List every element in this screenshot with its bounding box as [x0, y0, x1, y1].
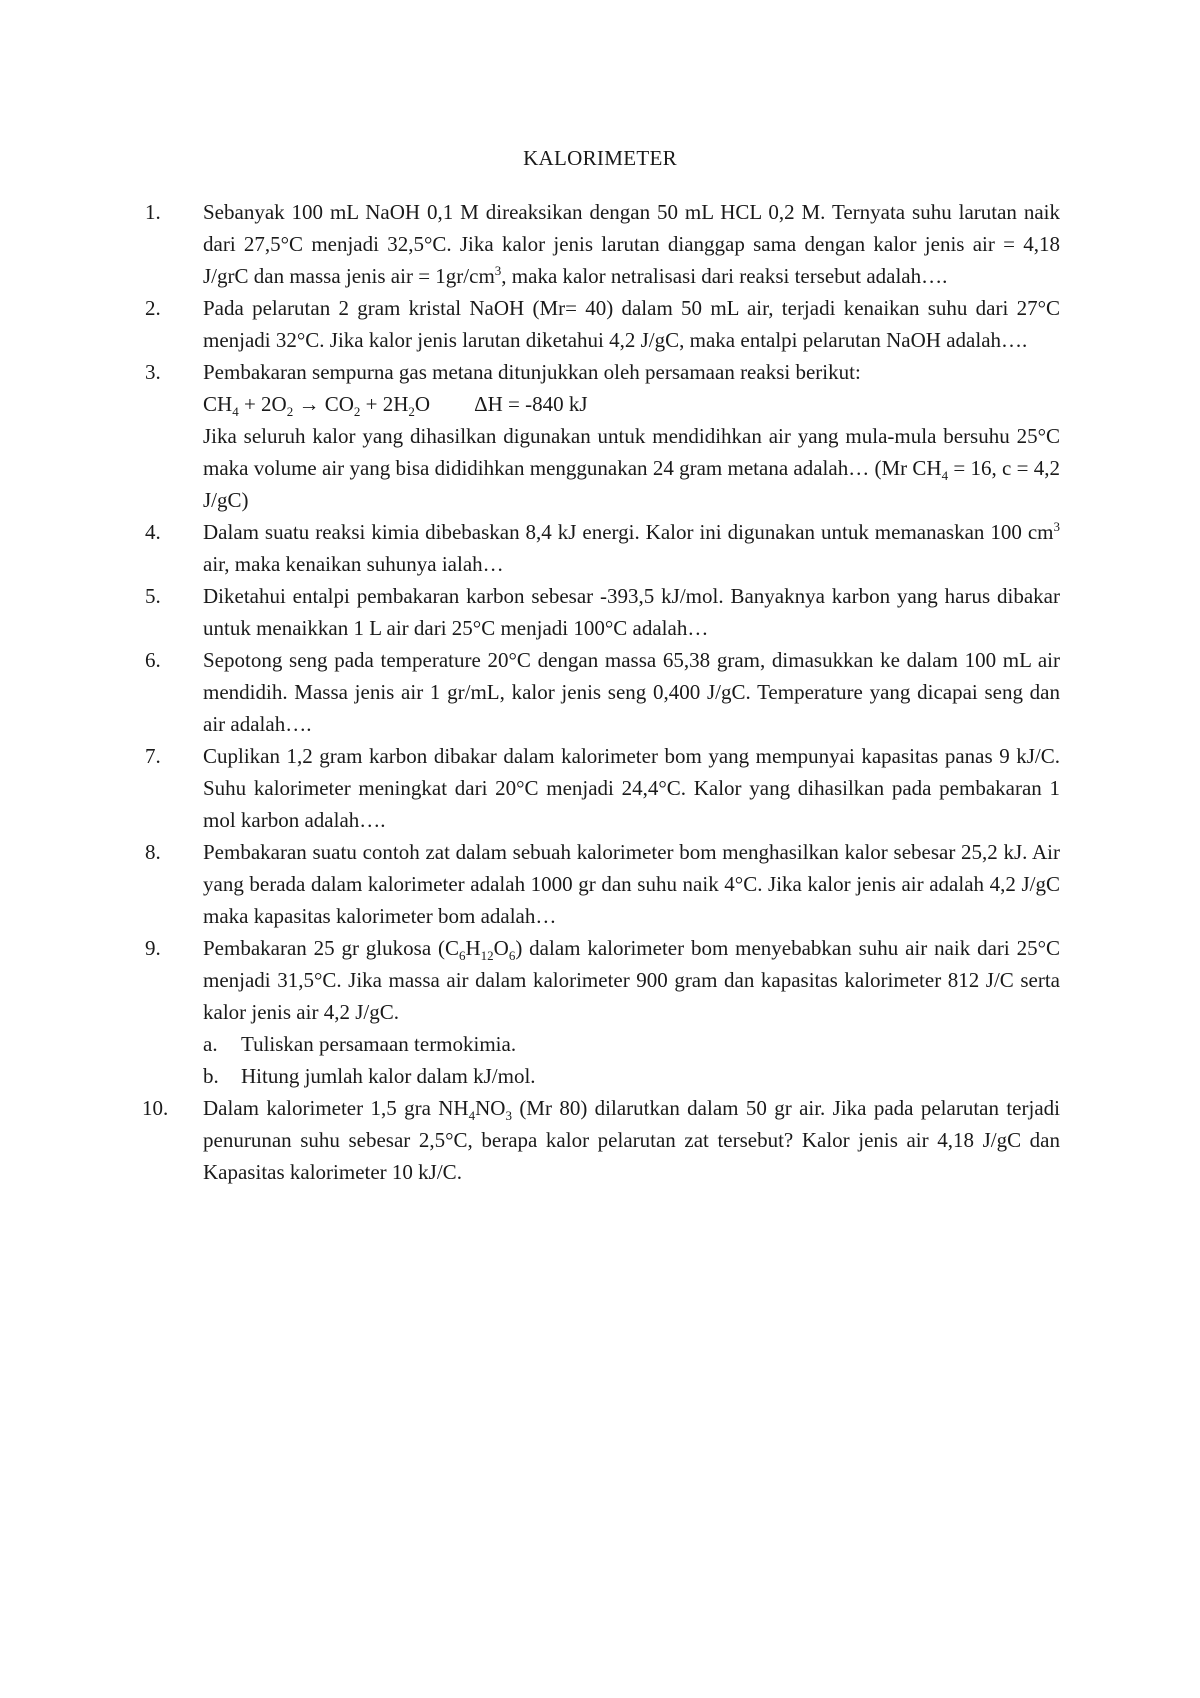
question-list: [142, 196, 1060, 1188]
question-number: 5.: [145, 584, 161, 608]
question-text-tail: , maka kalor netralisasi dari reaksi tersebut adalah….: [501, 264, 948, 288]
question-number: 3.: [145, 360, 161, 384]
reaction-equation: $CH_4 + 2O_2 \to CO_2 + 2H_2O$ ΔH = -840 kJ: [203, 392, 588, 420]
question-3: [145, 356, 1060, 516]
question-number: 6.: [145, 648, 161, 672]
question-number: 1.: [145, 200, 161, 224]
question-1: [145, 196, 1060, 292]
question-text: Pada pelarutan 2 gram kristal NaOH (Mr= 40) dalam 50 mL air, terjadi kenaikan suhu dari 27°C menjadi 32°C. Jika kalor jenis larutan diketahui 4,2 J/gC, maka entalpi pelarutan NaOH adalah….: [203, 296, 1060, 352]
subscript: 4: [941, 468, 949, 484]
question-text: Sebanyak 100 mL NaOH 0,1 M direaksikan dengan 50 mL HCL 0,2 M. Ternyata suhu larutan naik dari 27,5°C menjadi 32,5°C. Jika kalor jenis larutan dianggap sama dengan kalor jenis air = 4,18 J/grC dan massa jenis air = 1gr/cm: [203, 200, 1060, 288]
question-4: [145, 516, 1060, 580]
question-9: 9. Pembakaran 25 gr glukosa $(C_6H_{12}O_6)$ dalam kalorimeter bom menyebabkan suhu air naik dari 25°C menjadi 31,5°C. Jika massa air dalam kalorimeter 900 gram dan kapasitas kalorimeter 812 J/C serta kalor jenis air 4,2 J/gC. a. Tuliskan persamaan termokimia. b. Hitung jumlah kalor dalam kJ/mol.: [145, 932, 1060, 1092]
question-text: Sepotong seng pada temperature 20°C dengan massa 65,38 gram, dimasukkan ke dalam 100 mL air mendidih. Massa jenis air 1 gr/mL, kalor jenis seng 0,400 J/gC. Temperature yang dicapai seng dan air adalah….: [203, 648, 1060, 736]
question-8: [145, 836, 1060, 932]
question-text-tail: = 16, c = 4,2 J/gC): [203, 456, 1060, 512]
sub-question-text: Hitung jumlah kalor dalam kJ/mol.: [241, 1064, 536, 1088]
sub-question-letter: b.: [203, 1064, 219, 1088]
question-10: 10. Dalam kalorimeter 1,5 gra $NH_4NO_3$ (Mr 80) dilarutkan dalam 50 gr air. Jika pada pelarutan terjadi penurunan suhu sebesar 2,5°C, berapa kalor pelarutan zat tersebut? Kalor jenis air 4,18 J/gC dan Kapasitas kalorimeter 10 kJ/C.: [145, 1092, 1060, 1188]
question-text: Pembakaran suatu contoh zat dalam sebuah kalorimeter bom menghasilkan kalor sebesar 25,2 kJ. Air yang berada dalam kalorimeter adalah 1000 gr dan suhu naik 4°C. Jika kalor jenis air adalah 4,2 J/gC maka kapasitas kalorimeter bom adalah…: [203, 840, 1060, 928]
question-2: [145, 292, 1060, 356]
superscript: 3: [1053, 519, 1060, 534]
question-text-tail: air, maka kenaikan suhunya ialah…: [203, 552, 504, 576]
question-text: Cuplikan 1,2 gram karbon dibakar dalam kalorimeter bom yang mempunyai kapasitas panas 9 kJ/C. Suhu kalorimeter meningkat dari 20°C menjadi 24,4°C. Kalor yang dihasilkan pada pembakaran 1 mol karbon adalah….: [203, 744, 1060, 832]
question-text: Diketahui entalpi pembakaran karbon sebesar -393,5 kJ/mol. Banyaknya karbon yang harus dibakar untuk menaikkan 1 L air dari 25°C menjadi 100°C adalah…: [203, 584, 1060, 640]
sub-question-b: [203, 1060, 1060, 1092]
question-text: Pembakaran 25 gr glukosa (C: [203, 936, 459, 960]
question-7: [145, 740, 1060, 836]
question-number: 9.: [145, 936, 161, 960]
sub-question-a: [203, 1028, 1060, 1060]
question-text: Dalam kalorimeter 1,5 gra NH: [203, 1096, 469, 1120]
question-number: 10.: [142, 1096, 169, 1120]
question-6: [145, 644, 1060, 740]
sub-question-text: Tuliskan persamaan termokimia.: [241, 1032, 517, 1056]
question-5: [145, 580, 1060, 644]
question-number: 8.: [145, 840, 161, 864]
enthalpy-change: ΔH = -840 kJ: [474, 392, 588, 416]
question-intro: Pembakaran sempurna gas metana ditunjukkan oleh persamaan reaksi berikut:: [203, 360, 861, 384]
sub-question-letter: a.: [203, 1032, 218, 1056]
page-title: KALORIMETER: [523, 146, 677, 170]
question-text: Jika seluruh kalor yang dihasilkan digunakan untuk mendidihkan air yang mula-mula bersuhu 25°C maka volume air yang bisa dididihkan menggunakan 24 gram metana adalah… (Mr CH: [203, 424, 1060, 480]
question-number: 4.: [145, 520, 161, 544]
question-number: 7.: [145, 744, 161, 768]
question-text: Dalam suatu reaksi kimia dibebaskan 8,4 kJ energi. Kalor ini digunakan untuk memanaskan 100 cm: [203, 520, 1054, 544]
superscript: 3: [494, 263, 502, 278]
question-number: 2.: [145, 296, 161, 320]
